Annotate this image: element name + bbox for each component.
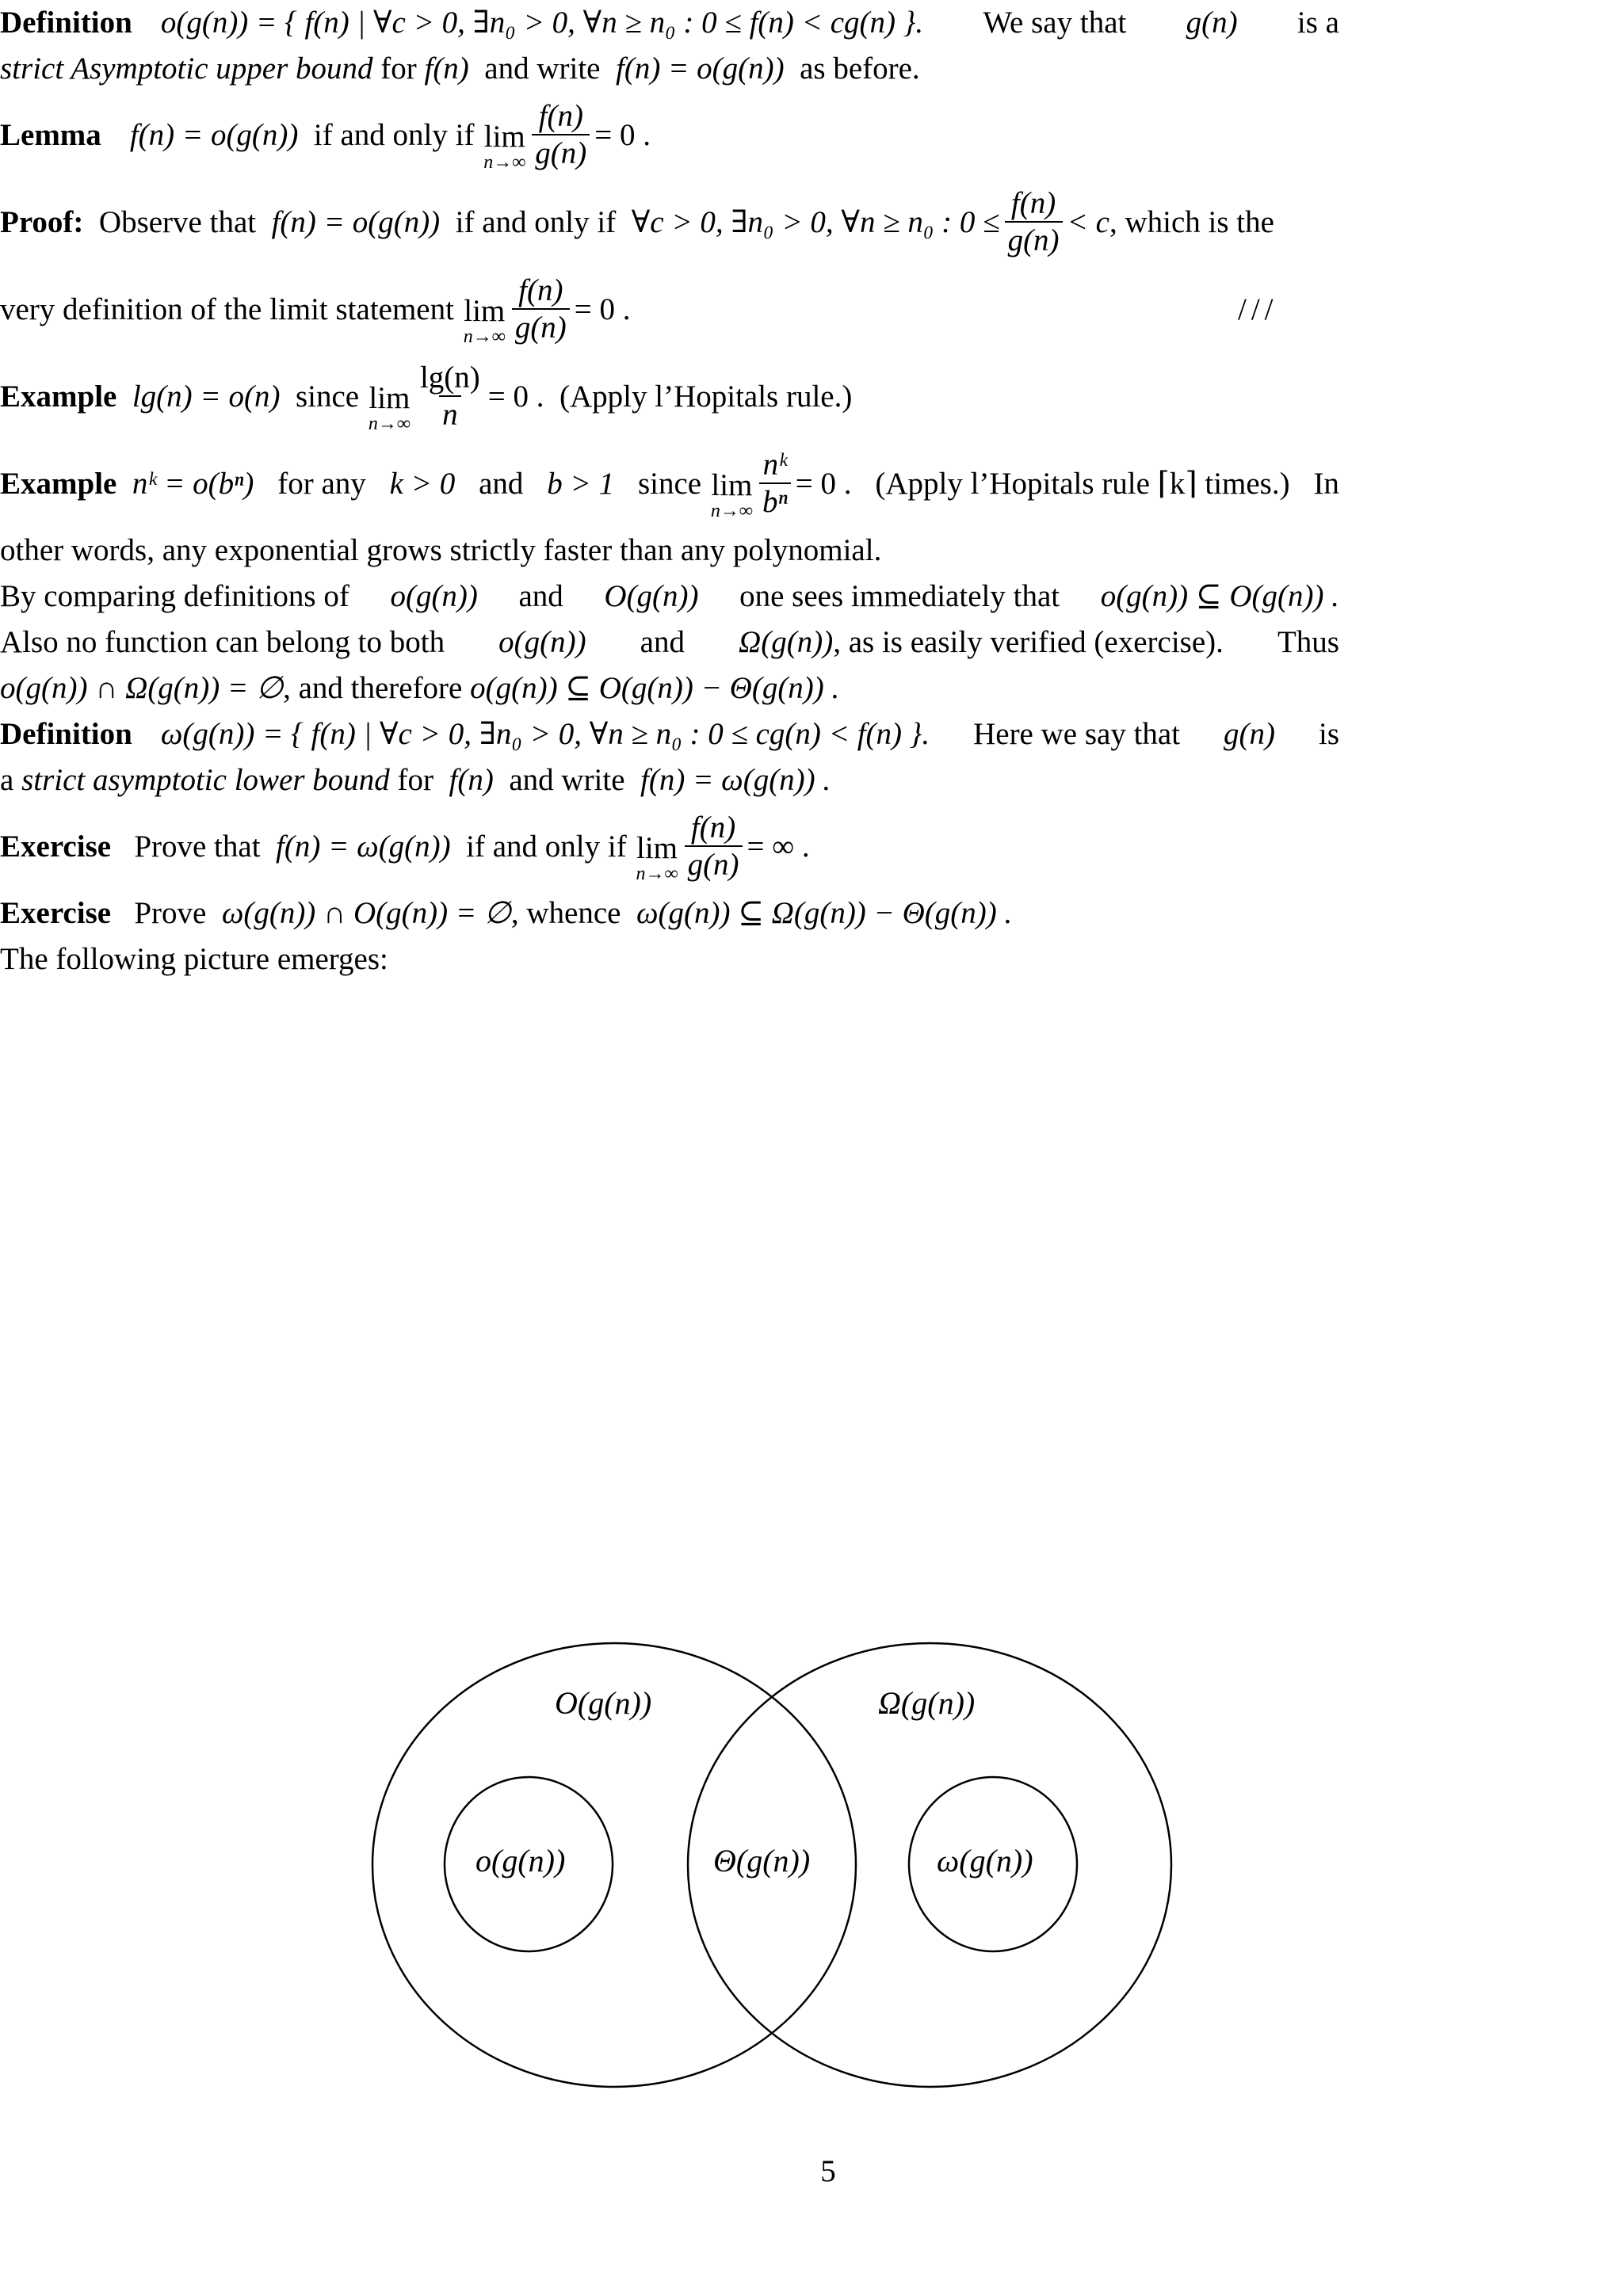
definition-fn: f(n)	[449, 763, 494, 797]
definition-fn: f(n)	[424, 51, 469, 86]
paragraph-line2	[0, 620, 1339, 666]
example-polynomial-line2	[0, 528, 1339, 574]
definition-equation: f(n) = o(g(n))	[616, 51, 785, 86]
fraction-numerator: f(n)	[690, 810, 736, 845]
proof-text: Observe that	[98, 205, 257, 239]
proof-condition-end: < c	[1067, 205, 1109, 239]
exercise-lhs: f(n) = ω(g(n))	[276, 830, 451, 864]
paragraph-math: Ω(g(n))	[739, 625, 834, 659]
exercise-limit	[636, 833, 678, 883]
label-little-omega: ω(g(n))	[937, 1843, 1033, 1878]
definition-omega-line1	[0, 711, 1339, 757]
paragraph-text: one sees immediately that	[739, 579, 1060, 613]
definition-text: for	[397, 763, 434, 797]
paragraph-text: , as is easily verified (exercise).	[833, 625, 1224, 659]
page-number: 5	[820, 2154, 836, 2188]
exercise-text: Prove that	[134, 830, 261, 864]
exercise-label: Exercise	[0, 830, 112, 864]
fraction-denominator: g(n)	[512, 308, 570, 346]
definition-text: Here we say that	[973, 717, 1181, 751]
lim-text: lim	[711, 468, 753, 502]
example-text: for any	[277, 467, 366, 501]
paragraph-text: and	[640, 625, 685, 659]
definition-text: for	[380, 51, 417, 86]
fraction-denominator: n	[439, 395, 461, 433]
definition-text: and write	[509, 763, 625, 797]
definition-text: a	[0, 763, 14, 797]
example-polynomial	[0, 441, 1339, 528]
paragraph-text: By comparing definitions of	[0, 579, 349, 613]
example-text: since	[295, 379, 360, 414]
lemma	[0, 92, 1339, 179]
exercise-rhs: ω(g(n)) ⊆ Ω(g(n)) − Θ(g(n)) .	[636, 896, 1013, 930]
lim-subscript: n→∞	[710, 501, 753, 521]
example-lhs: lg(n) = o(n)	[132, 379, 281, 414]
definition-o-line2	[0, 46, 1339, 92]
lemma-text: if and only if	[313, 118, 475, 152]
example-text: In	[1313, 467, 1339, 501]
example-text: and	[479, 467, 524, 501]
definition-text: as before.	[800, 51, 920, 86]
exercise-text: , whence	[510, 896, 621, 930]
proof-line1	[0, 179, 1339, 266]
example-rhs: = 0 .	[795, 467, 852, 501]
definition-text: is a	[1296, 6, 1339, 40]
definition-text: is	[1318, 717, 1339, 751]
fraction-numerator: f(n)	[538, 99, 583, 133]
proof-line2	[0, 266, 1339, 353]
picture-intro	[0, 936, 1339, 982]
paragraph-math: o(g(n))	[390, 579, 478, 613]
qed-mark: ///	[1238, 292, 1278, 326]
proof-limit	[464, 296, 506, 346]
lim-text: lim	[636, 831, 678, 865]
definition-o-line1	[0, 0, 1339, 46]
example-k: k > 0	[389, 467, 456, 501]
example-text: since	[637, 467, 702, 501]
label-Theta: Θ(g(n))	[713, 1843, 811, 1878]
lemma-limit	[483, 121, 525, 172]
lim-text: lim	[483, 120, 525, 154]
definition-text: and write	[484, 51, 601, 86]
definition-term: strict Asymptotic upper bound	[0, 51, 373, 86]
paragraph-line1	[0, 574, 1339, 620]
paragraph-text: Also no function can belong to both	[0, 625, 445, 659]
lemma-lhs: f(n) = o(g(n))	[129, 118, 299, 152]
lemma-fraction	[532, 99, 590, 172]
exercise-rhs: = ∞ .	[747, 830, 810, 864]
fraction-denominator: g(n)	[685, 845, 743, 883]
definition-gn: g(n)	[1224, 717, 1276, 751]
fraction-numerator: lg(n)	[419, 360, 480, 395]
example-text: other words, any exponential grows strictly faster than any polynomial.	[0, 533, 882, 567]
label-little-o: o(g(n))	[475, 1843, 566, 1878]
example-fraction	[759, 448, 791, 521]
example-label: Example	[0, 467, 117, 501]
paragraph-text: , and therefore	[283, 671, 463, 705]
proof-fraction	[1005, 186, 1063, 259]
lim-subscript: n→∞	[368, 414, 411, 434]
proof-rhs: = 0 .	[574, 292, 631, 326]
lim-subscript: n→∞	[463, 326, 506, 347]
paragraph-text: Thus	[1277, 625, 1339, 659]
exercise-2	[0, 891, 1339, 936]
exercise-1	[0, 803, 1339, 891]
proof-text: , which is the	[1109, 205, 1274, 239]
proof-text: if and only if	[455, 205, 617, 239]
example-limit	[369, 383, 411, 433]
paragraph-text: and	[518, 579, 563, 613]
definition-text: We say that	[983, 6, 1127, 40]
lim-text: lim	[464, 294, 506, 328]
example-note: (Apply l’Hopitals rule ⌈k⌉ times.)	[875, 467, 1290, 501]
proof-label: Proof:	[0, 205, 84, 239]
picture-intro-text: The following picture emerges:	[0, 942, 388, 976]
definition-label: Definition	[0, 717, 132, 751]
example-b: b > 1	[547, 467, 615, 501]
definition-o-formula: o(g(n)) = { f(n) | ∀c > 0, ∃n₀ > 0, ∀n ≥ n₀ : 0 ≤ f(n) < cg(n) }.	[160, 6, 924, 40]
exercise-lhs: ω(g(n)) ∩ O(g(n)) = ∅	[221, 896, 511, 930]
fraction-numerator: nᵏ	[762, 448, 788, 482]
paragraph-math: O(g(n))	[604, 579, 699, 613]
example-rhs: = 0 .	[487, 379, 544, 414]
exercise-label: Exercise	[0, 896, 112, 930]
label-big-Omega: Ω(g(n))	[878, 1685, 976, 1721]
lim-subscript: n→∞	[636, 864, 678, 884]
fraction-denominator: bⁿ	[759, 482, 791, 521]
example-label: Example	[0, 379, 117, 414]
lim-subscript: n→∞	[483, 152, 526, 173]
fraction-numerator: f(n)	[1010, 186, 1056, 220]
paragraph-math: o(g(n)) ∩ Ω(g(n)) = ∅	[0, 671, 284, 705]
example-lg	[0, 353, 1339, 441]
proof-lhs: f(n) = o(g(n))	[271, 205, 441, 239]
exercise-text: if and only if	[466, 830, 627, 864]
paragraph-math: o(g(n)) ⊆ O(g(n)) .	[1100, 579, 1339, 613]
definition-omega-formula: ω(g(n)) = { f(n) | ∀c > 0, ∃n₀ > 0, ∀n ≥ n₀ : 0 ≤ cg(n) < f(n) }.	[160, 717, 930, 751]
fraction-denominator: g(n)	[1005, 221, 1063, 259]
fraction-denominator: g(n)	[532, 134, 590, 172]
lemma-rhs: = 0 .	[594, 118, 651, 152]
paragraph-line3	[0, 666, 1339, 711]
fraction-numerator: f(n)	[518, 273, 563, 307]
paragraph-math: o(g(n))	[498, 625, 586, 659]
definition-label: Definition	[0, 6, 132, 40]
definition-equation: f(n) = ω(g(n)) .	[640, 763, 831, 797]
proof-fraction-2	[512, 273, 570, 346]
label-big-O: O(g(n))	[555, 1685, 652, 1721]
proof-condition: ∀c > 0, ∃n₀ > 0, ∀n ≥ n₀ : 0 ≤	[631, 205, 1000, 239]
exercise-text: Prove	[134, 896, 207, 930]
lemma-label: Lemma	[0, 118, 101, 152]
definition-term: strict asymptotic lower bound	[21, 763, 390, 797]
example-fraction	[417, 360, 483, 433]
proof-text: very definition of the limit statement	[0, 292, 454, 326]
exercise-fraction	[685, 810, 743, 883]
lim-text: lim	[369, 381, 411, 415]
example-note: (Apply l’Hopitals rule.)	[559, 379, 853, 414]
example-lhs: nᵏ = o(bⁿ)	[132, 467, 254, 501]
definition-omega-line2	[0, 757, 1339, 803]
definition-gn: g(n)	[1186, 6, 1238, 40]
example-limit	[711, 470, 753, 521]
paragraph-math: o(g(n)) ⊆ O(g(n)) − Θ(g(n)) .	[470, 671, 840, 705]
